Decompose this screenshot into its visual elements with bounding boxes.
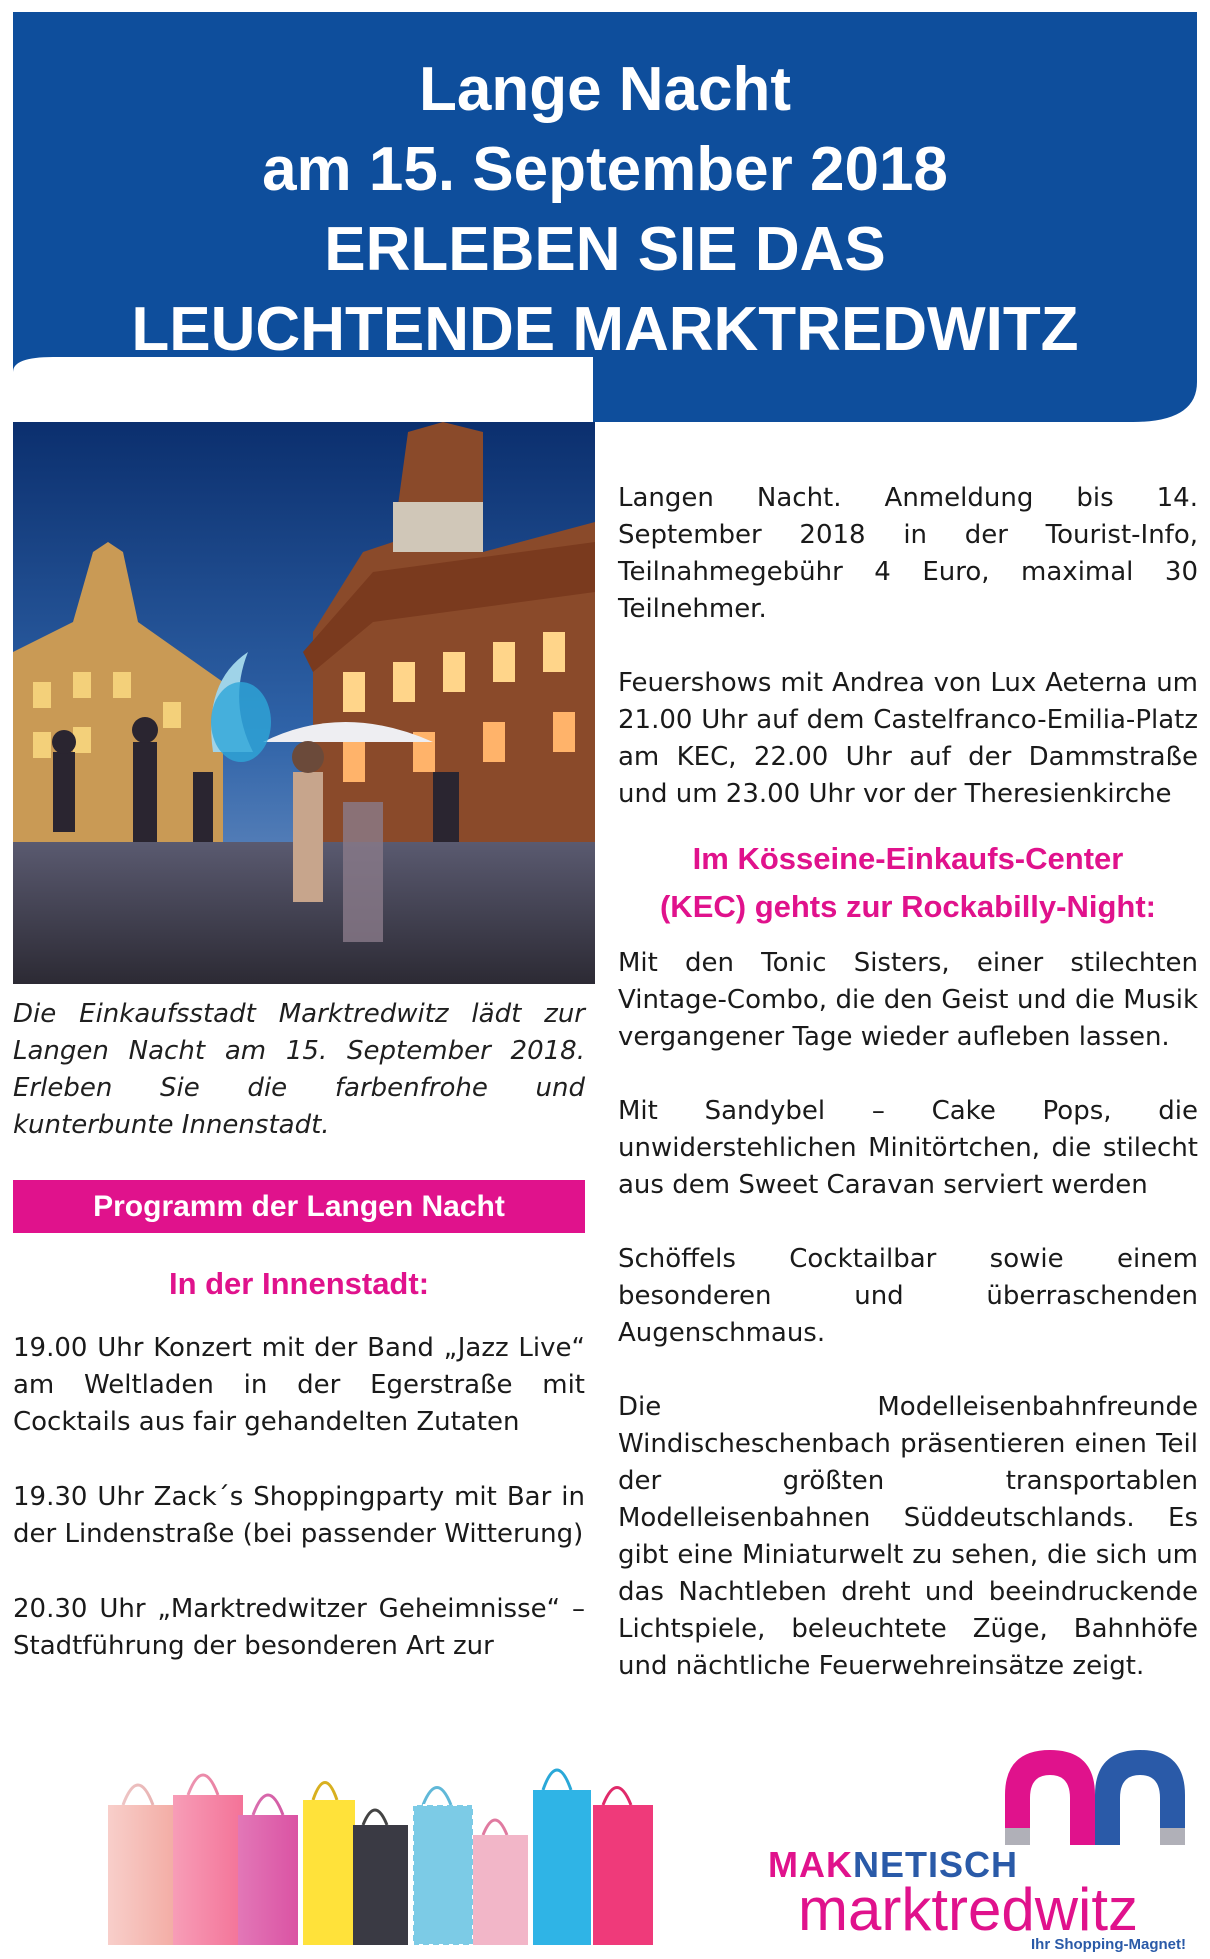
logo-title-part-1: MAK	[768, 1844, 853, 1885]
photo-caption: Die Einkaufsstadt Marktredwitz lädt zur Langen Nacht am 15. September 2018. Erleben Sie die farbenfrohe und kunterbunte Innenstadt.	[13, 999, 585, 1140]
program-item: 19.00 Uhr Konzert mit der Band „Jazz Live“ am Weltladen in der Egerstraße mit Cocktails aus fair gehandelten Zutaten	[13, 1333, 585, 1437]
kec-heading-line-1: Im Kösseine-Einkaufs-Center	[692, 841, 1124, 876]
evening-town-photo	[13, 422, 595, 984]
header-line-3: ERLEBEN SIE DAS	[324, 215, 886, 284]
kec-heading-line-2: (KEC) gehts zur Rockabilly-Night:	[659, 889, 1156, 924]
header-title	[13, 50, 1197, 370]
right-paragraph-3: Mit den Tonic Sisters, einer stilechten Vintage-Combo, die den Geist und die Musik vergangener Tage wieder aufleben lassen.	[618, 948, 1198, 1052]
program-item: 19.30 Uhr Zack´s Shoppingparty mit Bar in der Lindenstraße (bei passender Witterung)	[13, 1482, 585, 1549]
header-line-2: am 15. September 2018	[262, 135, 948, 204]
logo-tagline: Ihr Shopping-Magnet!	[1031, 1936, 1186, 1953]
right-paragraph-2: Feuershows mit Andrea von Lux Aeterna um 21.00 Uhr auf dem Castelfranco-Emilia-Platz am KEC, 22.00 Uhr auf der Dammstraße und um 23.00 Uhr vor der Theresienkirche	[618, 668, 1198, 809]
kec-heading	[618, 835, 1198, 931]
right-column	[618, 480, 1198, 1722]
right-paragraph-1: Langen Nacht. Anmeldung bis 14. September 2018 in der Tourist-Info, Teilnahmegebühr 4 Euro, maximal 30 Teilnehmer.	[618, 483, 1198, 624]
innenstadt-heading: In der Innenstadt:	[168, 1266, 430, 1301]
right-paragraph-4: Mit Sandybel – Cake Pops, die unwiderstehlichen Minitörtchen, die stilecht aus dem Sweet Caravan serviert werden	[618, 1096, 1198, 1200]
maknetisch-marktredwitz-logo	[760, 1740, 1200, 1955]
header-line-4: LEUCHTENDE MARKTREDWITZ	[131, 295, 1079, 364]
header-banner	[13, 12, 1197, 432]
shopping-bags-image	[13, 1745, 673, 1950]
program-heading-bar: Programm der Langen Nacht	[13, 1180, 585, 1233]
header-line-1: Lange Nacht	[418, 55, 792, 124]
magnet-m-icon	[760, 1740, 1200, 1850]
innenstadt-program	[13, 1330, 585, 1703]
logo-city-name: marktredwitz	[798, 1876, 1139, 1943]
logo-title-part-2: NETISCH	[852, 1844, 1018, 1885]
right-paragraph-5: Schöffels Cocktailbar sowie einem besonderen und überraschenden Augenschmaus.	[618, 1244, 1198, 1348]
right-paragraph-6: Die Modelleisenbahnfreunde Windischeschenbach präsentieren einen Teil der größten transportablen Modelleisenbahnen Süddeutschlands. Es gibt eine Miniaturwelt zu sehen, die sich um das Nachtleben dreht und beeindruckende Lichtspiele, beleuchtete Züge, Bahnhöfe und nächtliche Feuerwehreinsätze zeigt.	[618, 1392, 1198, 1681]
program-item: 20.30 Uhr „Marktredwitzer Geheimnisse“ – Stadtführung der besonderen Art zur	[13, 1594, 585, 1661]
